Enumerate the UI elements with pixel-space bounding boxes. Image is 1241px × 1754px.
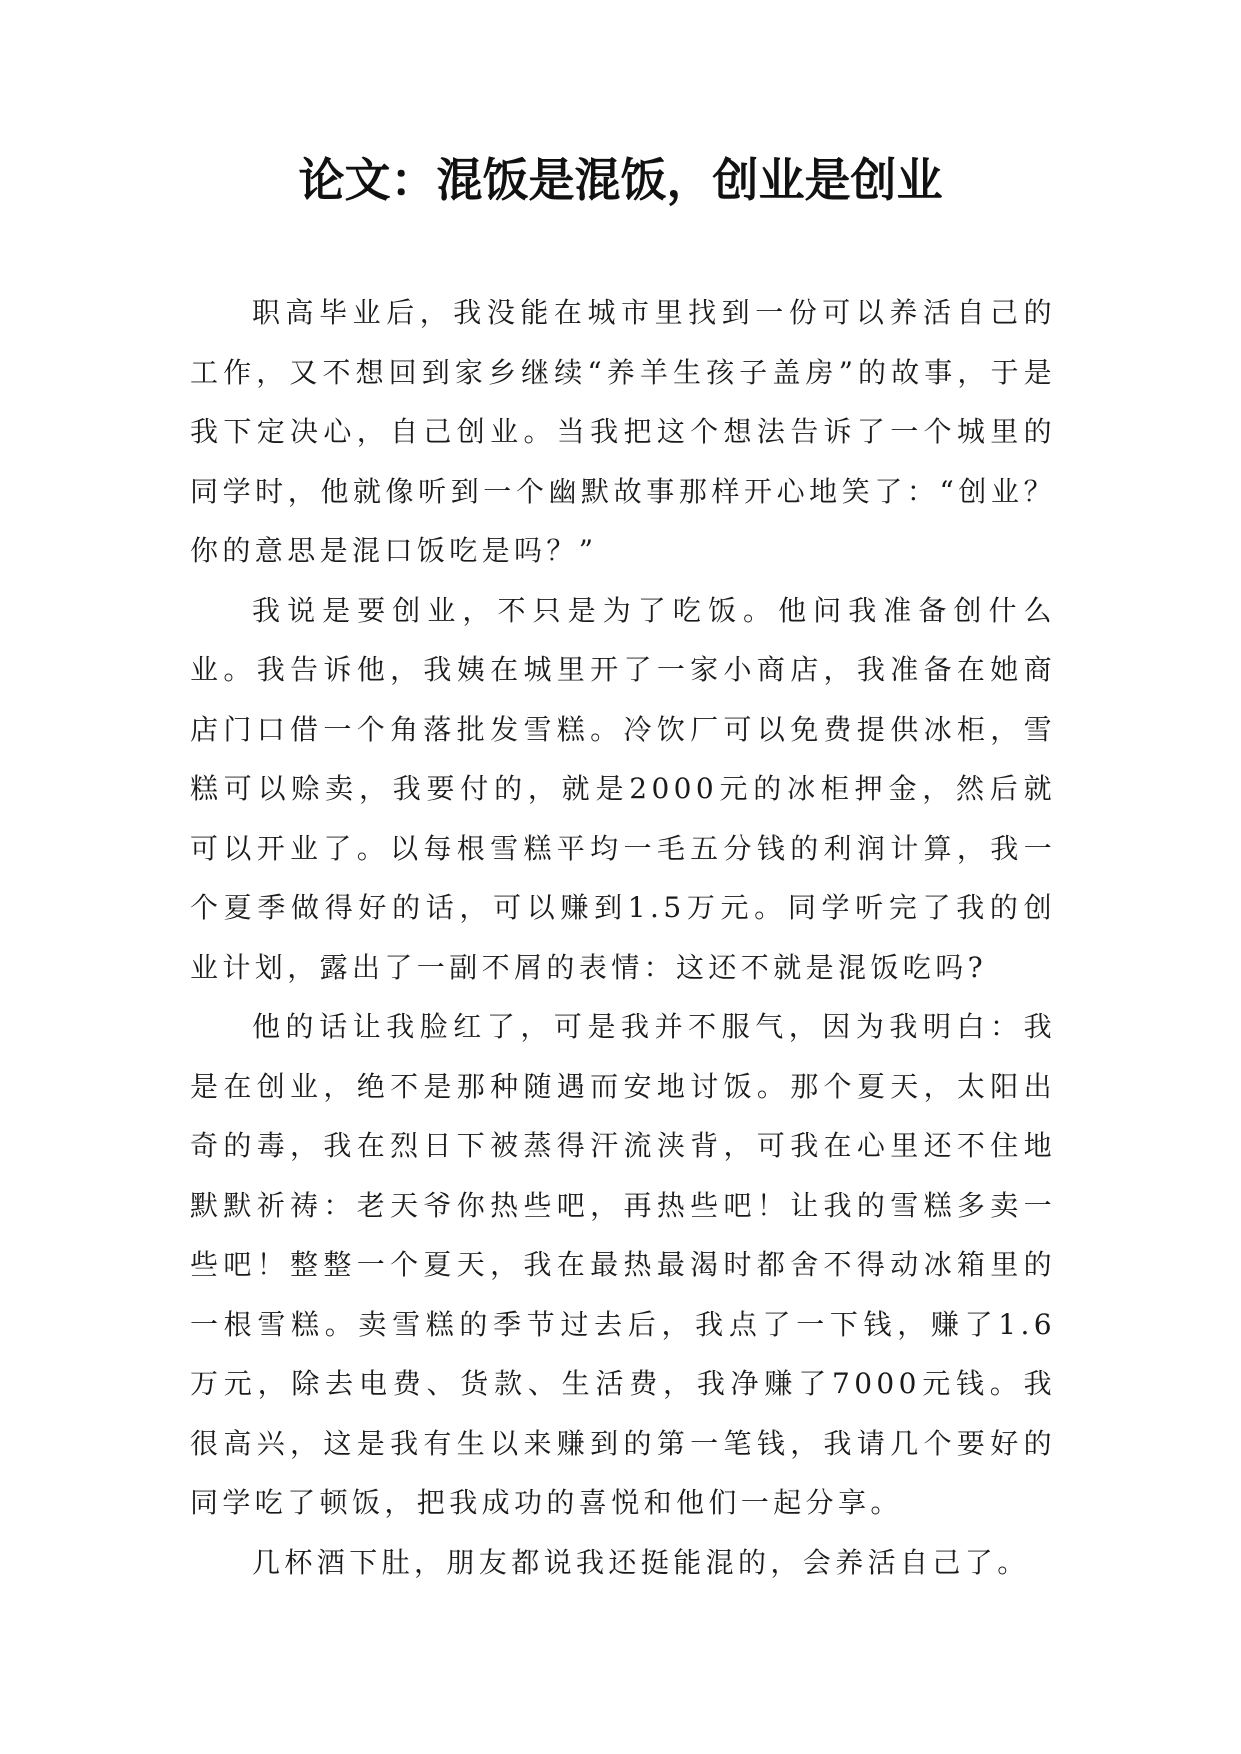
- paragraph-4: 几杯酒下肚，朋友都说我还挺能混的，会养活自己了。: [252, 1545, 1030, 1579]
- paragraph-1: 职高毕业后，我没能在城市里找到一份可以养活自己的工作，又不想回到家乡继续“养羊生孩子盖房”的故事，于是我下定决心，自己创业。当我把这个想法告诉了一个城里的同学时，他就像听到一个幽默故事那样开心地笑了：“创业？你的意思是混口饭吃是吗？”: [190, 296, 1056, 567]
- document-title: 论文：混饭是混饭，创业是创业: [298, 153, 943, 207]
- document-body: [190, 283, 1056, 1592]
- paragraph-3: 他的话让我脸红了，可是我并不服气，因为我明白：我是在创业，绝不是那种随遇而安地讨饭。那个夏天，太阳出奇的毒，我在烈日下被蒸得汗流浃背，可我在心里还不住地默默祈祷：老天爷你热些吧，再热些吧！让我的雪糕多卖一些吧！整整一个夏天，我在最热最渴时都舍不得动冰箱里的一根雪糕。卖雪糕的季节过去后，我点了一下钱，赚了1.6万元，除去电费、货款、生活费，我净赚了7000元钱。我很高兴，这是我有生以来赚到的第一笔钱，我请几个要好的同学吃了顿饭，把我成功的喜悦和他们一起分享。: [190, 1010, 1056, 1519]
- paragraph-2: 我说是要创业，不只是为了吃饭。他问我准备创什么业。我告诉他，我姨在城里开了一家小商店，我准备在她商店门口借一个角落批发雪糕。冷饮厂可以免费提供冰柜，雪糕可以赊卖，我要付的，就是2000元的冰柜押金，然后就可以开业了。以每根雪糕平均一毛五分钱的利润计算，我一个夏季做得好的话，可以赚到1.5万元。同学听完了我的创业计划，露出了一副不屑的表情：这还不就是混饭吃吗?: [190, 593, 1056, 984]
